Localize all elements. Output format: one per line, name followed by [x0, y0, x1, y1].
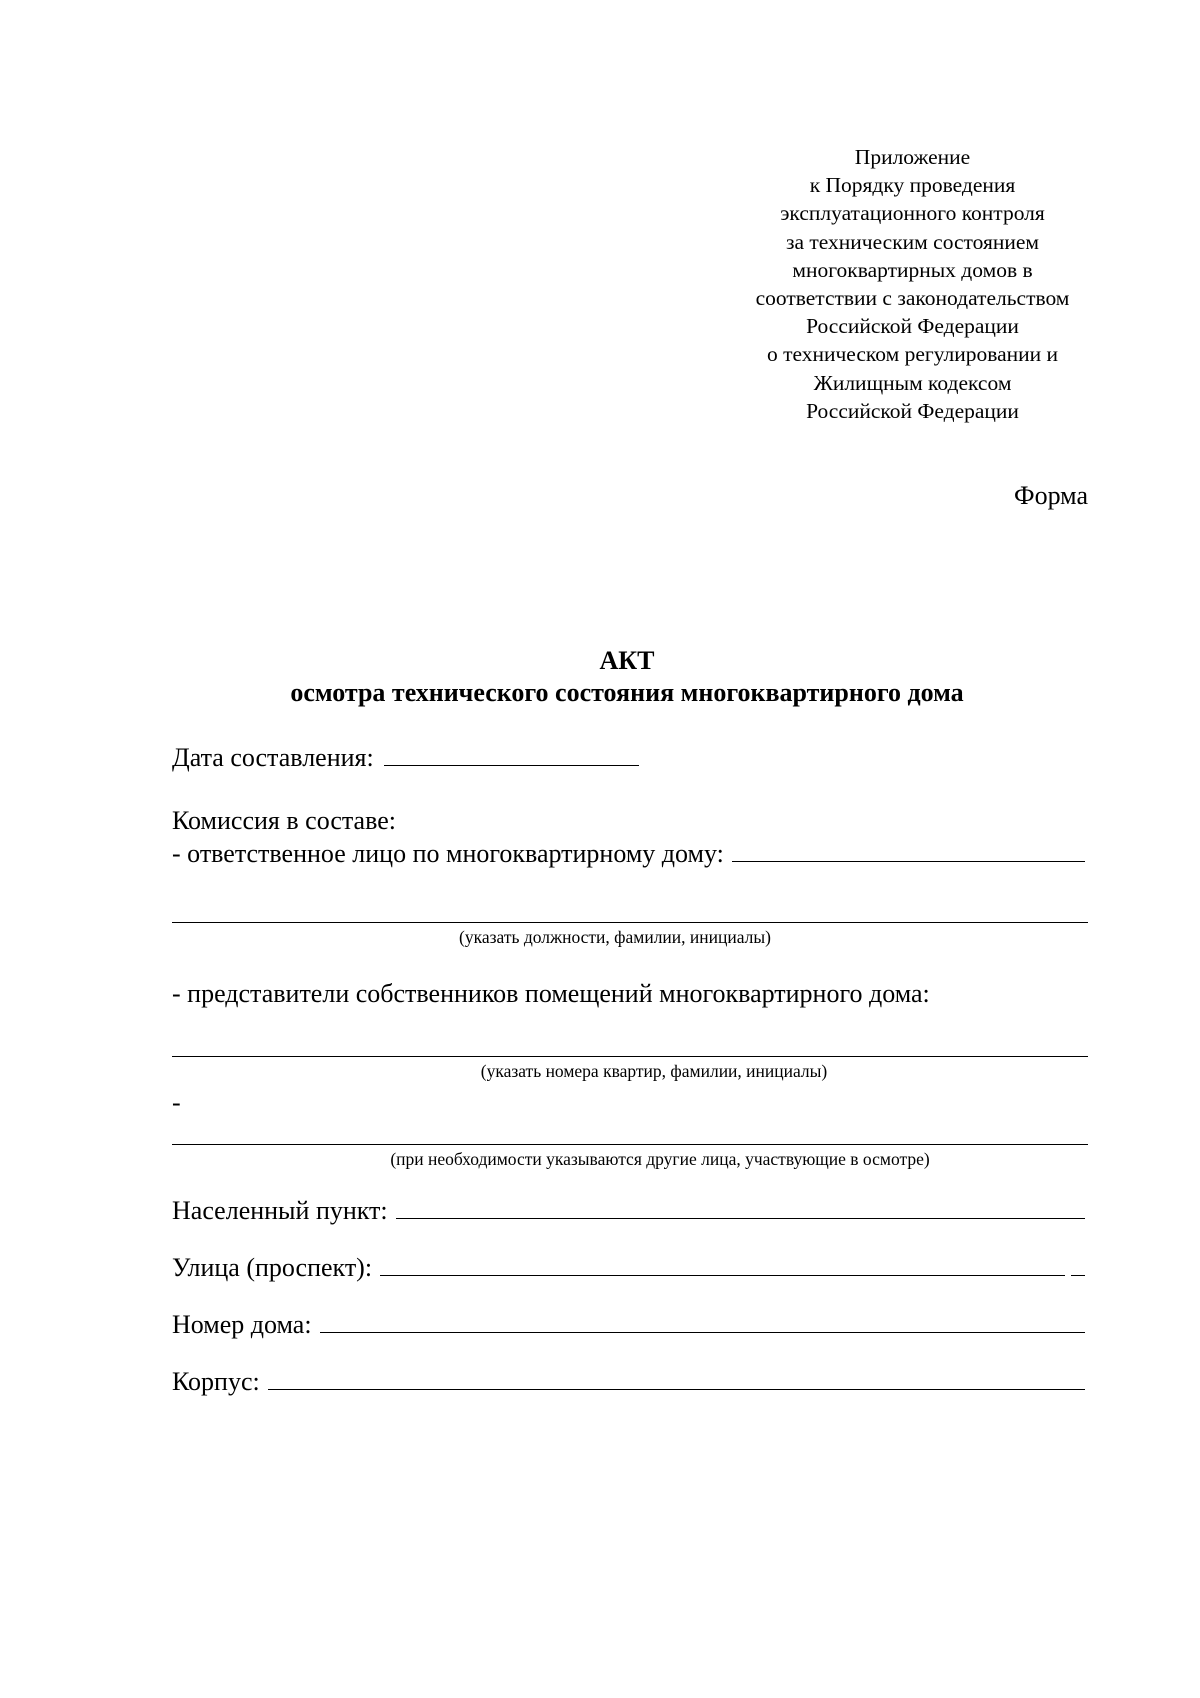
appendix-line: соответствии с законодательством: [755, 286, 1070, 311]
responsible-person-blank-line-2[interactable]: [172, 922, 1088, 923]
building-blank-line[interactable]: [268, 1367, 1085, 1390]
date-field: [172, 742, 639, 774]
appendix-line: Жилищным кодексом: [813, 370, 1012, 395]
locality-label: Населенный пункт:: [172, 1196, 388, 1225]
responsible-person-label: - ответственное лицо по многоквартирному дому:: [172, 839, 724, 868]
apartments-hint: (указать номера квартир, фамилии, инициалы): [480, 1061, 828, 1081]
other-persons-dash: -: [172, 1088, 181, 1117]
document-title: АКТ: [599, 646, 655, 675]
building-label: Корпус:: [172, 1367, 260, 1396]
form-label: Форма: [1014, 481, 1088, 510]
date-blank-line[interactable]: [384, 743, 639, 766]
building-field: [172, 1366, 1085, 1398]
commission-label: Комиссия в составе:: [172, 806, 396, 835]
positions-hint: (указать должности, фамилии, инициалы): [459, 927, 771, 947]
appendix-line: эксплуатационного контроля: [780, 201, 1045, 226]
appendix-line: о техническом регулировании и: [766, 342, 1059, 367]
responsible-person-field: [172, 838, 1085, 870]
other-persons-hint: (при необходимости указываются другие лица, участвующие в осмотре): [390, 1149, 930, 1169]
appendix-line: многоквартирных домов в: [792, 257, 1033, 282]
house-number-label: Номер дома:: [172, 1310, 312, 1339]
locality-blank-line[interactable]: [396, 1196, 1085, 1219]
street-blank-line[interactable]: [380, 1253, 1065, 1276]
street-blank-tail: [1071, 1253, 1085, 1276]
owners-representatives-blank-line[interactable]: [172, 1056, 1088, 1057]
appendix-note: [720, 143, 1105, 425]
responsible-person-blank-line[interactable]: [732, 839, 1085, 862]
house-number-blank-line[interactable]: [320, 1310, 1085, 1333]
appendix-line: за техническим состоянием: [785, 229, 1040, 254]
appendix-line: к Порядку проведения: [809, 173, 1016, 198]
locality-field: [172, 1195, 1085, 1227]
appendix-line: Российской Федерации: [806, 314, 1019, 339]
street-label: Улица (проспект):: [172, 1253, 373, 1282]
date-label: Дата составления:: [172, 743, 374, 772]
street-field: [172, 1252, 1085, 1284]
other-persons-blank-line[interactable]: [172, 1144, 1088, 1145]
house-number-field: [172, 1309, 1085, 1341]
document-subtitle: осмотра технического состояния многоквартирного дома: [290, 678, 964, 707]
appendix-line: Приложение: [854, 145, 971, 169]
owners-representatives-label: - представители собственников помещений многоквартирного дома:: [172, 979, 930, 1008]
appendix-line: Российской Федерации: [806, 398, 1019, 423]
